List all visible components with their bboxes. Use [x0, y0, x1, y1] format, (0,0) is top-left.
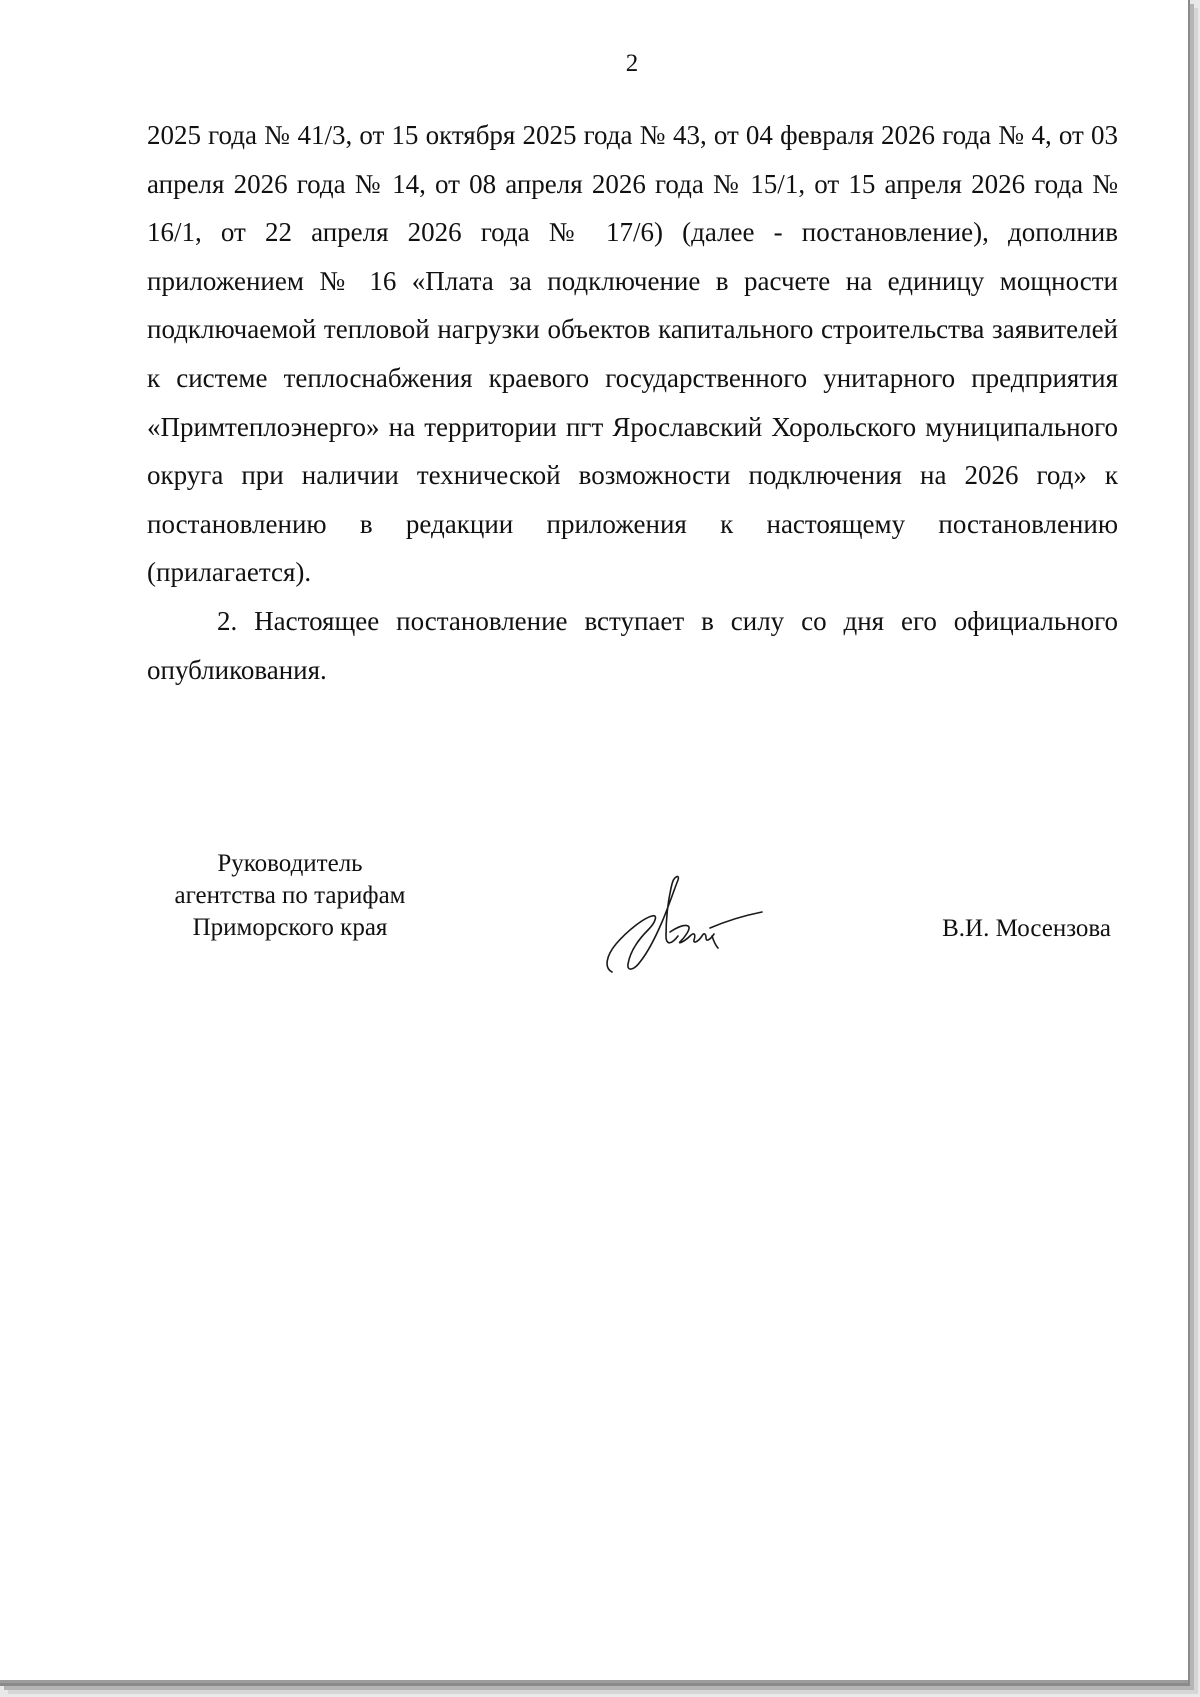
signer-name: В.И. Мосензова	[942, 915, 1111, 942]
signer-position-line-2: агентства по тарифам	[174, 882, 406, 909]
document-body	[147, 111, 1118, 694]
page-bottom-edge	[0, 1680, 1188, 1683]
signer-position-line-3: Приморского края	[192, 914, 388, 941]
page-number: 2	[625, 50, 639, 77]
body-paragraph-1: 2025 года № 41/3, от 15 октября 2025 года № 43, от 04 февраля 2026 года № 4, от 03 апреля 2026 года № 14, от 08 апреля 2026 года № 15/1, от 15 апреля 2026 года № 16/1, от 22 апреля 2026 года № 17/6) (далее - постановление), дополнив приложением № 16 «Плата за подключение в расчете на единицу мощности подключаемой тепловой нагрузки объектов капитального строительства заявителей к системе теплоснабжения краевого государственного унитарного предприятия «Примтеплоэнерго» на территории пгт Ярославский Хорольского муниципального округа при наличии технической возможности подключения на 2026 год» к постановлению в редакции приложения к настоящему постановлению (прилагается).	[147, 120, 1118, 588]
body-paragraph-2: 2. Настоящее постановление вступает в силу со дня его официального опубликования.	[147, 605, 1118, 685]
signer-position-line-1: Руководитель	[217, 850, 363, 877]
handwritten-signature-icon	[600, 872, 765, 984]
signer-position	[140, 848, 440, 944]
